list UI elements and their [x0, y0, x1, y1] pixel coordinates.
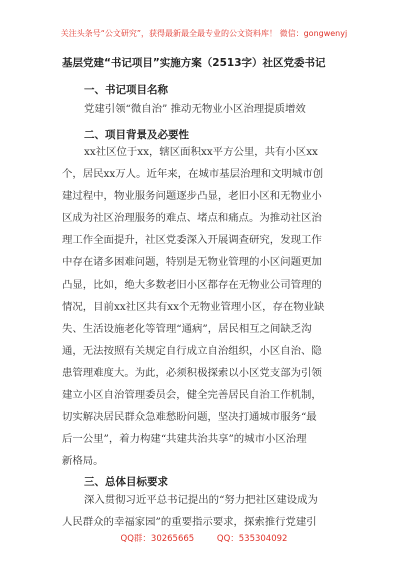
section-heading-3: 三、总体目标要求 [84, 476, 168, 488]
body-line: 区成为社区治理服务的难点、堵点和痛点。为推动社区治 [62, 212, 322, 225]
section-2-body [62, 141, 354, 472]
section-heading-2: 二、项目背景及必要性 [84, 129, 189, 141]
body-line: 深入贯彻习近平总书记提出的“努力把社区建设成为 [84, 494, 318, 506]
body-line: 凸显，比如，绝大多数老旧小区都存在无物业公司管理的 [62, 278, 322, 291]
body-line: 党建引领“微自治” 推动无物业小区治理提质增效 [84, 103, 306, 115]
body-line: xx社区位于xx，辖区面积xx平方公里，共有小区xx [84, 146, 318, 158]
body-line: 个，居民xx万人。近年来，在城市基层治理和文明城市创 [62, 168, 324, 181]
footer-qq: QQ：535304092 [216, 534, 288, 544]
document-title: 基层党建“书记项目”实施方案（2513字）社区党委书记 [62, 57, 326, 69]
body-line: 后一公里”，着力构建“共建共治共享”的城市小区治理 [62, 433, 307, 446]
body-line: 失、生活设施老化等管理“通病”，居民相互之间缺乏沟 [62, 322, 312, 335]
body-line: 情况，目前xx社区共有xx个无物业管理小区，存在物业缺 [62, 300, 325, 313]
section-1-body [84, 98, 364, 120]
section-heading-1: 一、书记项目名称 [84, 84, 168, 96]
footer-contact [0, 532, 408, 544]
body-line: 通，无法按照有关规定自行成立自治组织，小区自治、隐 [62, 344, 322, 357]
body-line: 建过程中，物业服务问题逐步凸显，老旧小区和无物业小 [62, 190, 322, 203]
body-line: 理工作全面提升，社区党委深入开展调查研究，发现工作 [62, 234, 322, 247]
body-line: 中存在诸多困难问题，特别是无物业管理的小区问题更加 [62, 256, 322, 269]
header-note: 关注头条号“公文研究”，获得最新最全最专业的公文资料库！ 微信：gongwenyj [60, 29, 348, 38]
section-3-body [62, 489, 354, 533]
body-line: 切实解决居民群众急难愁盼问题，坚决打通城市服务“最 [62, 411, 317, 424]
body-line: 人民群众的幸福家园”的重要指示要求，探索推行党建引 [62, 516, 317, 529]
body-line: 建立小区自治管理委员会，健全完善居民自治工作机制， [62, 389, 322, 402]
body-line: 患管理难度大。为此，必须积极探索以小区党支部为引领 [62, 366, 322, 379]
body-line: 新格局。 [62, 455, 104, 468]
footer-qq-group: QQ群：30265665 [120, 534, 195, 544]
